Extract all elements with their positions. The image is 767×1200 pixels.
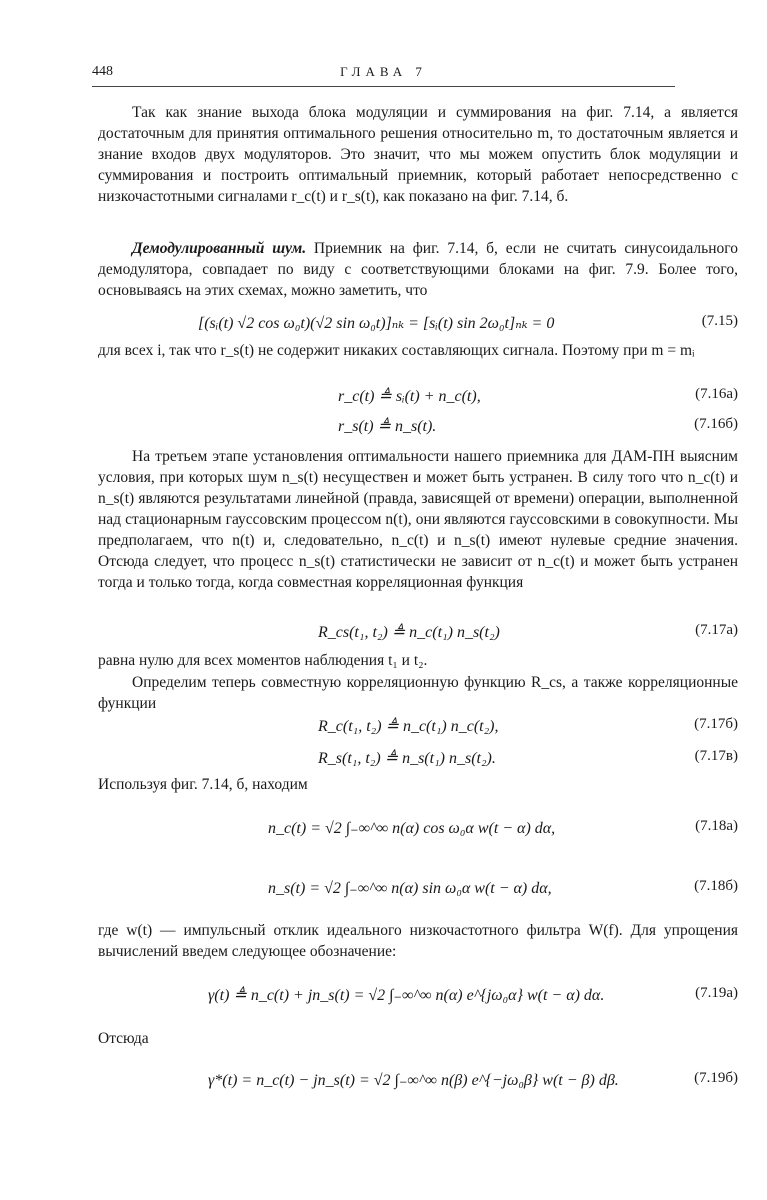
chapter-title: ГЛАВА 7 (340, 64, 427, 79)
formula: [(sᵢ(t) √2 cos ω₀t)(√2 sin ω₀t)]ₙₖ = [sᵢ(t) sin 2ω₀t]ₙₖ = 0 (198, 315, 555, 332)
equation-number: (7.16б) (694, 416, 738, 432)
paragraph-9: Отсюда (98, 1030, 149, 1047)
equation-7-16b (98, 416, 738, 440)
paragraph-2-text: Приемник на фиг. 7.14, б, если не считать синусоидального демодулятора, совпадает по виду с соответствующими блоками на фиг. 7.9. Более того, основываясь на этих схемах, можно заметить, что (98, 240, 738, 299)
formula: γ(t) ≜ n_c(t) + jn_s(t) = √2 ∫₋∞^∞ n(α) e^{jω₀α} w(t − α) dα. (208, 987, 605, 1004)
equation-7-19b (98, 1070, 738, 1094)
formula: n_c(t) = √2 ∫₋∞^∞ n(α) cos ω₀α w(t − α) dα, (268, 820, 556, 837)
paragraph-4: На третьем этапе установления оптимальности нашего приемника для ДАМ-ПН выясним условия, при которых шум n_s(t) несуществен и может быть устранен. В силу того что n_c(t) и n_s(t) являются результатами линейной (правда, зависящей от времени) операции, выполненной над стационарным гауссовским процессом n(t), они являются гауссовскими в совокупности. Мы предполагаем, что n(t) и, следовательно, n_c(t) и n_s(t) имеют нулевые средние значения. Отсюда следует, что процесс n_s(t) статистически не зависит от n_c(t) и может быть устранен тогда и только тогда, когда совместная корреляционная функция (98, 448, 738, 591)
equation-number: (7.17а) (695, 622, 738, 638)
equation-7-16a (98, 386, 738, 410)
paragraph-2 (98, 238, 738, 301)
equation-7-19a (98, 985, 738, 1009)
equation-7-17v (98, 748, 738, 772)
equation-7-17a (98, 622, 738, 646)
page-number: 448 (92, 64, 113, 79)
paragraph-3: для всех i, так что r_s(t) не содержит никаких составляющих сигнала. Поэтому при m = mᵢ (98, 342, 695, 359)
equation-number: (7.18а) (695, 818, 738, 834)
equation-number: (7.18б) (694, 878, 738, 894)
paragraph-8: где w(t) — импульсный отклик идеального низкочастотного фильтра W(f). Для упрощения вычислений введем следующее обозначение: (98, 922, 738, 960)
formula: R_cs(t₁, t₂) ≜ n_c(t₁) n_s(t₂) (318, 624, 500, 641)
paragraph-7: Используя фиг. 7.14, б, находим (98, 776, 308, 793)
equation-7-18a (98, 818, 738, 842)
equation-number: (7.19а) (695, 985, 738, 1001)
formula: R_c(t₁, t₂) ≜ n_c(t₁) n_c(t₂), (318, 718, 499, 735)
equation-7-18b (98, 878, 738, 902)
equation-7-15 (98, 313, 738, 337)
equation-number: (7.16а) (695, 386, 738, 402)
running-header (92, 60, 675, 87)
equation-number: (7.19б) (694, 1070, 738, 1086)
paragraph-5: равна нулю для всех моментов наблюдения t₁ и t₂. (98, 652, 428, 669)
paragraph-6: Определим теперь совместную корреляционную функцию R_cs, а также корреляционные функции (98, 674, 738, 712)
equation-number: (7.17в) (694, 748, 738, 764)
paragraph-1: Так как знание выхода блока модуляции и суммирования на фиг. 7.14, а является достаточным для принятия оптимального решения относительно m, то достаточным является и знание входов двух модуляторов. Это значит, что мы можем опустить блок модуляции и суммирования и построить оптимальный приемник, который работает непосредственно с низкочастотными сигналами r_c(t) и r_s(t), как показано на фиг. 7.14, б. (98, 104, 738, 205)
equation-number: (7.15) (701, 313, 738, 329)
formula: n_s(t) = √2 ∫₋∞^∞ n(α) sin ω₀α w(t − α) dα, (268, 880, 552, 897)
formula: r_s(t) ≜ n_s(t). (338, 418, 437, 435)
formula: γ*(t) = n_c(t) − jn_s(t) = √2 ∫₋∞^∞ n(β) e^{−jω₀β} w(t − β) dβ. (208, 1072, 619, 1089)
section-heading: Демодулированный шум. (132, 240, 307, 257)
equation-number: (7.17б) (694, 716, 738, 732)
formula: r_c(t) ≜ sᵢ(t) + n_c(t), (338, 388, 481, 405)
equation-7-17b (98, 716, 738, 740)
formula: R_s(t₁, t₂) ≜ n_s(t₁) n_s(t₂). (318, 750, 496, 767)
